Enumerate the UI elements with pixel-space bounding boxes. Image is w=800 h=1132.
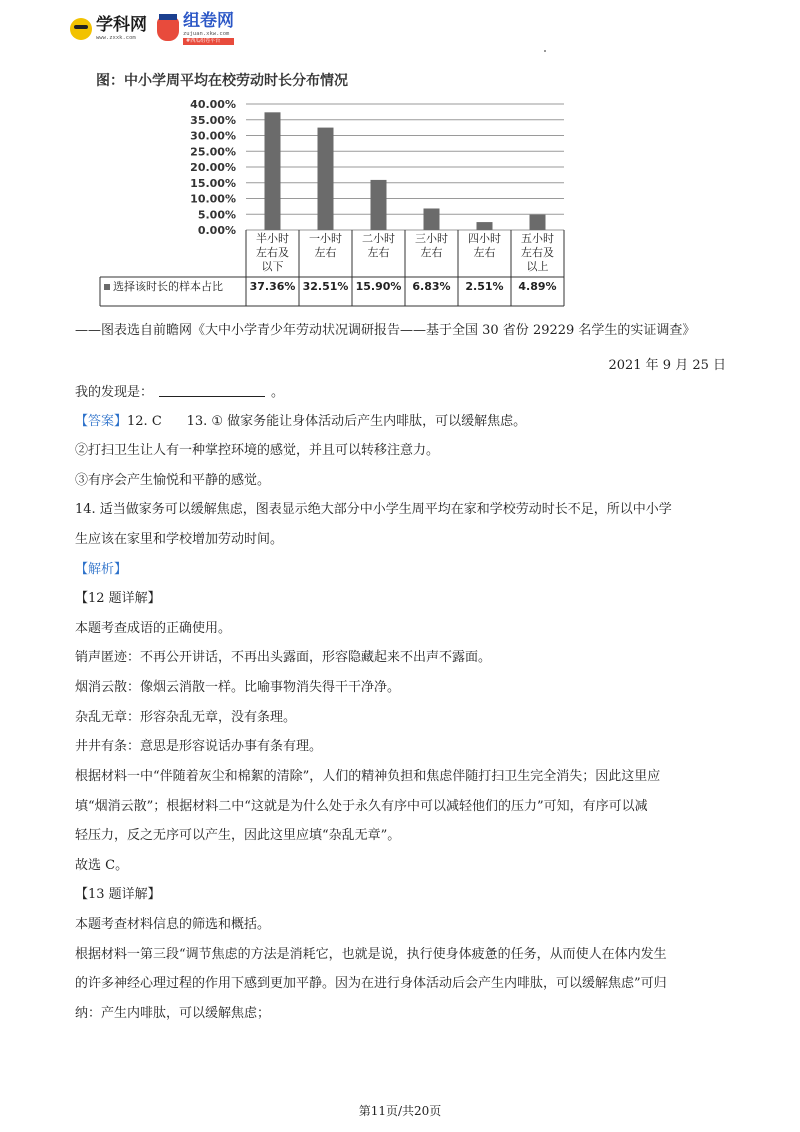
data-value-label: 4.89% bbox=[518, 280, 557, 293]
answer-13-2: ②打扫卫生让人有一种掌控环境的感觉，并且可以转移注意力。 bbox=[75, 443, 440, 458]
data-value-label: 15.90% bbox=[355, 280, 402, 293]
q12-line1: 本题考查成语的正确使用。 bbox=[75, 621, 232, 636]
q12-heading: 【12 题详解】 bbox=[75, 591, 161, 606]
q13-heading: 【13 题详解】 bbox=[75, 887, 161, 902]
q12-line6: 根据材料一中“伴随着灰尘和棉絮的清除”，人们的精神负担和焦虑伴随打扫卫生完全消失；因此这里应 bbox=[75, 769, 661, 784]
zxxk-logo-url: www.zxxk.com bbox=[96, 34, 136, 41]
discovery-prefix: 我的发现是： bbox=[75, 385, 154, 400]
x-category-label: 四小时 bbox=[468, 232, 501, 245]
y-tick-label: 0.00% bbox=[197, 224, 236, 237]
bar bbox=[318, 128, 334, 230]
bar bbox=[371, 180, 387, 230]
bar bbox=[424, 208, 440, 230]
x-category-label: 一小时 bbox=[309, 232, 342, 245]
analysis-tag: 【解析】 bbox=[75, 562, 128, 577]
zujuan-logo-url: zujuan.xkw.com bbox=[183, 30, 230, 37]
x-category-label: 左右 bbox=[367, 246, 390, 259]
x-category-label: 二小时 bbox=[362, 232, 395, 245]
q12-line4: 杂乱无章：形容杂乱无章，没有条理。 bbox=[75, 710, 297, 725]
zujuan-logo-icon bbox=[157, 17, 179, 41]
answer-line bbox=[75, 415, 526, 428]
bar bbox=[477, 222, 493, 230]
x-category-label: 半小时 bbox=[256, 232, 289, 245]
y-tick-label: 30.00% bbox=[190, 129, 236, 143]
bar bbox=[530, 215, 546, 230]
y-tick-label: 15.00% bbox=[190, 176, 236, 190]
header bbox=[70, 12, 244, 46]
y-tick-label: 10.00% bbox=[190, 192, 236, 206]
discovery-line bbox=[75, 386, 284, 399]
y-tick-label: 35.00% bbox=[190, 113, 236, 127]
y-tick-label: 5.00% bbox=[197, 208, 236, 222]
legend-label: 选择该时长的样本占比 bbox=[113, 280, 223, 293]
report-date: 2021 年 9 月 25 日 bbox=[608, 358, 726, 373]
discovery-suffix: 。 bbox=[271, 385, 285, 400]
bar bbox=[265, 112, 281, 230]
q12-line3: 烟消云散：像烟云消散一样。比喻事物消失得干干净净。 bbox=[75, 680, 401, 695]
answer-tag: 【答案】 bbox=[75, 414, 128, 429]
legend-swatch bbox=[104, 284, 110, 290]
q13-line4: 纳：产生内啡肽，可以缓解焦虑； bbox=[75, 1006, 271, 1021]
q12-line7: 填“烟消云散”；根据材料二中“这就是为什么处于永久有序中可以减轻他们的压力”可知，有序可以减 bbox=[75, 799, 648, 814]
x-category-label: 三小时 bbox=[415, 232, 448, 245]
data-value-label: 6.83% bbox=[412, 280, 451, 293]
zujuan-logo-ribbon: #西瓜组卷平台 bbox=[183, 38, 234, 45]
q12-line8: 轻压力，反之无序可以产生，因此这里应填“杂乱无章”。 bbox=[75, 828, 401, 843]
x-category-label: 以上 bbox=[526, 260, 549, 273]
zxxk-logo[interactable] bbox=[70, 14, 147, 42]
x-category-label: 五小时 bbox=[521, 232, 554, 245]
x-category-label: 左右及 bbox=[256, 246, 289, 259]
answer-14-line1: 14. 适当做家务可以缓解焦虑，图表显示绝大部分中小学生周平均在家和学校劳动时长不足，所以中小学 bbox=[75, 502, 672, 517]
bar-chart bbox=[96, 90, 576, 340]
q12-line2: 销声匿迹：不再公开讲话，不再出头露面，形容隐藏起来不出声不露面。 bbox=[75, 650, 492, 665]
data-value-label: 37.36% bbox=[249, 280, 296, 293]
chart-title: 图：中小学周平均在校劳动时长分布情况 bbox=[96, 73, 348, 89]
x-category-label: 左右 bbox=[314, 246, 337, 259]
data-value-label: 2.51% bbox=[465, 280, 504, 293]
q12-line5: 井井有条：意思是形容说话办事有条有理。 bbox=[75, 739, 323, 754]
y-tick-label: 40.00% bbox=[190, 98, 236, 111]
chart-source: ——图表选自前瞻网《大中小学青少年劳动状况调研报告——基于全国 30 省份 29229 名学生的实证调查》 bbox=[75, 323, 696, 338]
zujuan-logo-name: 组卷网 bbox=[183, 10, 234, 31]
q12-line9: 故选 C。 bbox=[75, 858, 129, 873]
q13-line2: 根据材料一第三段“调节焦虑的方法是消耗它，也就是说，执行使身体疲惫的任务，从而使人在体内发生 bbox=[75, 947, 667, 962]
stray-dot bbox=[544, 50, 546, 52]
y-tick-label: 20.00% bbox=[190, 161, 236, 174]
q13-line1: 本题考查材料信息的筛选和概括。 bbox=[75, 917, 271, 932]
answer-text: 12. C 13. ① 做家务能让身体活动后产生内啡肽，可以缓解焦虑。 bbox=[127, 414, 527, 429]
discovery-blank[interactable] bbox=[159, 396, 265, 397]
y-tick-label: 25.00% bbox=[190, 145, 236, 159]
x-category-label: 以下 bbox=[261, 260, 284, 273]
x-category-label: 左右及 bbox=[521, 246, 554, 259]
page-footer: 第11页/共20页 bbox=[358, 1104, 442, 1118]
x-category-label: 左右 bbox=[420, 246, 443, 259]
answer-14-line2: 生应该在家里和学校增加劳动时间。 bbox=[75, 532, 284, 547]
zxxk-logo-name: 学科网 bbox=[96, 14, 147, 35]
data-value-label: 32.51% bbox=[302, 280, 349, 293]
x-category-label: 左右 bbox=[473, 246, 496, 259]
zujuan-logo[interactable] bbox=[157, 10, 234, 46]
zxxk-logo-icon bbox=[70, 18, 92, 40]
answer-13-3: ③有序会产生愉悦和平静的感觉。 bbox=[75, 473, 271, 488]
q13-line3: 的许多神经心理过程的作用下感到更加平静。因为在进行身体活动后会产生内啡肽，可以缓解焦虑”可归 bbox=[75, 976, 667, 991]
